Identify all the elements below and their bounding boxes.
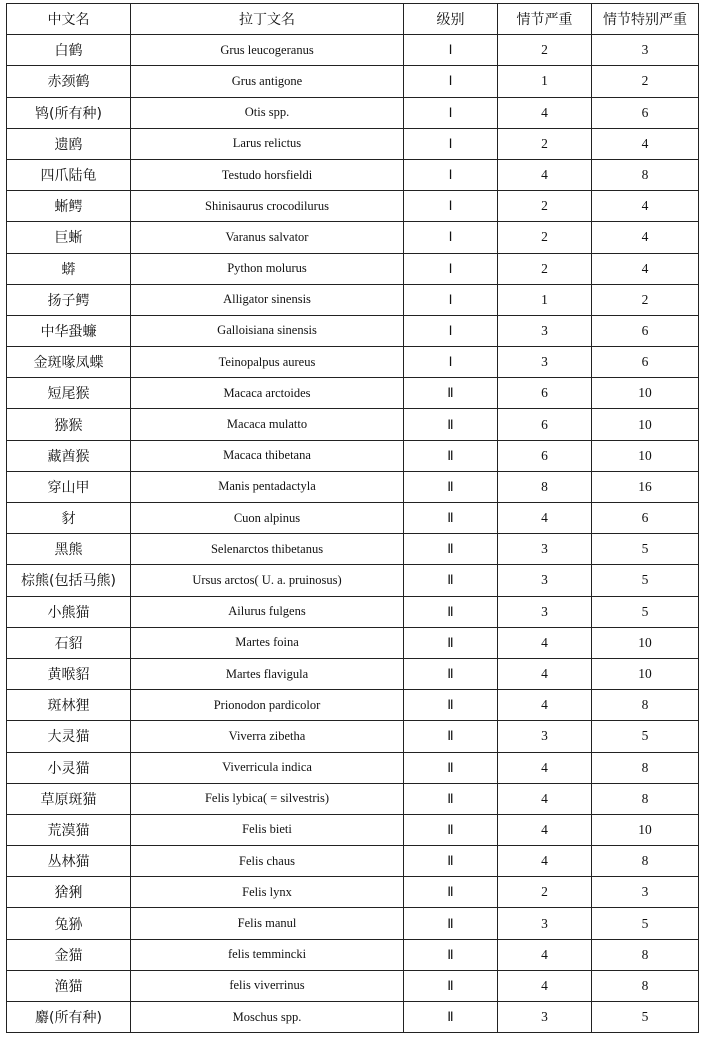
table-row (7, 752, 699, 783)
cell-especially-serious: 8 (592, 752, 699, 783)
cell-latin-name: Felis lybica( = silvestris) (131, 783, 404, 814)
cell-level: Ⅰ (404, 191, 498, 222)
cell-especially-serious: 4 (592, 128, 699, 159)
cell-chinese-name: 猞猁 (7, 877, 131, 908)
cell-chinese-name: 黄喉貂 (7, 658, 131, 689)
table-row (7, 159, 699, 190)
cell-latin-name: Cuon alpinus (131, 503, 404, 534)
cell-serious: 4 (498, 752, 592, 783)
cell-serious: 2 (498, 35, 592, 66)
cell-serious: 3 (498, 315, 592, 346)
cell-chinese-name: 穿山甲 (7, 471, 131, 502)
cell-latin-name: Ailurus fulgens (131, 596, 404, 627)
table-row (7, 690, 699, 721)
cell-chinese-name: 遗鸥 (7, 128, 131, 159)
cell-serious: 2 (498, 222, 592, 253)
cell-especially-serious: 2 (592, 284, 699, 315)
cell-especially-serious: 4 (592, 191, 699, 222)
cell-serious: 3 (498, 908, 592, 939)
table-row (7, 66, 699, 97)
cell-serious: 4 (498, 814, 592, 845)
table-row (7, 596, 699, 627)
header-level: 级别 (404, 4, 498, 35)
cell-level: Ⅰ (404, 284, 498, 315)
cell-chinese-name: 赤颈鹤 (7, 66, 131, 97)
header-row (7, 4, 699, 35)
cell-level: Ⅱ (404, 1002, 498, 1033)
cell-level: Ⅰ (404, 97, 498, 128)
cell-level: Ⅰ (404, 128, 498, 159)
cell-latin-name: Martes flavigula (131, 658, 404, 689)
cell-serious: 4 (498, 846, 592, 877)
cell-especially-serious: 10 (592, 814, 699, 845)
cell-level: Ⅱ (404, 939, 498, 970)
table-row (7, 222, 699, 253)
cell-chinese-name: 中华蛩蠊 (7, 315, 131, 346)
cell-latin-name: Moschus spp. (131, 1002, 404, 1033)
cell-level: Ⅰ (404, 159, 498, 190)
cell-especially-serious: 10 (592, 409, 699, 440)
cell-serious: 4 (498, 97, 592, 128)
cell-serious: 6 (498, 378, 592, 409)
cell-latin-name: Macaca mulatto (131, 409, 404, 440)
cell-serious: 3 (498, 596, 592, 627)
table-row (7, 846, 699, 877)
cell-especially-serious: 8 (592, 939, 699, 970)
cell-serious: 3 (498, 565, 592, 596)
cell-latin-name: Ursus arctos( U. a. pruinosus) (131, 565, 404, 596)
table-row (7, 565, 699, 596)
cell-especially-serious: 6 (592, 503, 699, 534)
cell-level: Ⅰ (404, 253, 498, 284)
table-row (7, 315, 699, 346)
cell-level: Ⅱ (404, 908, 498, 939)
cell-latin-name: Otis spp. (131, 97, 404, 128)
table-row (7, 347, 699, 378)
cell-chinese-name: 棕熊(包括马熊) (7, 565, 131, 596)
cell-latin-name: Macaca arctoides (131, 378, 404, 409)
cell-serious: 3 (498, 347, 592, 378)
cell-level: Ⅱ (404, 658, 498, 689)
cell-especially-serious: 3 (592, 35, 699, 66)
table-row (7, 471, 699, 502)
table-row (7, 191, 699, 222)
cell-latin-name: Viverra zibetha (131, 721, 404, 752)
cell-level: Ⅱ (404, 565, 498, 596)
cell-chinese-name: 兔狲 (7, 908, 131, 939)
cell-latin-name: Martes foina (131, 627, 404, 658)
cell-level: Ⅱ (404, 814, 498, 845)
cell-chinese-name: 黑熊 (7, 534, 131, 565)
cell-latin-name: Alligator sinensis (131, 284, 404, 315)
cell-especially-serious: 8 (592, 159, 699, 190)
cell-chinese-name: 金猫 (7, 939, 131, 970)
cell-chinese-name: 麝(所有种) (7, 1002, 131, 1033)
cell-chinese-name: 鸨(所有种) (7, 97, 131, 128)
table-row (7, 35, 699, 66)
cell-chinese-name: 四爪陆龟 (7, 159, 131, 190)
cell-especially-serious: 8 (592, 970, 699, 1001)
header-especially-serious: 情节特别严重 (592, 4, 699, 35)
cell-level: Ⅱ (404, 846, 498, 877)
cell-level: Ⅰ (404, 315, 498, 346)
cell-especially-serious: 8 (592, 783, 699, 814)
cell-level: Ⅱ (404, 721, 498, 752)
cell-latin-name: Viverricula indica (131, 752, 404, 783)
cell-level: Ⅱ (404, 877, 498, 908)
cell-especially-serious: 10 (592, 658, 699, 689)
table-body (7, 35, 699, 1033)
cell-serious: 3 (498, 721, 592, 752)
cell-level: Ⅰ (404, 222, 498, 253)
cell-chinese-name: 猕猴 (7, 409, 131, 440)
species-table (6, 3, 699, 1033)
cell-especially-serious: 6 (592, 315, 699, 346)
cell-serious: 4 (498, 159, 592, 190)
cell-latin-name: Prionodon pardicolor (131, 690, 404, 721)
cell-latin-name: Selenarctos thibetanus (131, 534, 404, 565)
cell-chinese-name: 渔猫 (7, 970, 131, 1001)
cell-especially-serious: 10 (592, 378, 699, 409)
cell-especially-serious: 8 (592, 690, 699, 721)
table-row (7, 939, 699, 970)
cell-level: Ⅱ (404, 970, 498, 1001)
cell-serious: 3 (498, 1002, 592, 1033)
header-chinese-name: 中文名 (7, 4, 131, 35)
table-row (7, 877, 699, 908)
cell-chinese-name: 大灵猫 (7, 721, 131, 752)
cell-serious: 1 (498, 284, 592, 315)
cell-level: Ⅱ (404, 440, 498, 471)
cell-serious: 4 (498, 503, 592, 534)
cell-serious: 8 (498, 471, 592, 502)
cell-especially-serious: 8 (592, 846, 699, 877)
cell-especially-serious: 5 (592, 721, 699, 752)
cell-especially-serious: 5 (592, 534, 699, 565)
table-row (7, 409, 699, 440)
cell-latin-name: Macaca thibetana (131, 440, 404, 471)
cell-serious: 4 (498, 690, 592, 721)
table-row (7, 658, 699, 689)
cell-especially-serious: 10 (592, 627, 699, 658)
cell-level: Ⅱ (404, 503, 498, 534)
cell-latin-name: Grus leucogeranus (131, 35, 404, 66)
cell-especially-serious: 5 (592, 1002, 699, 1033)
cell-level: Ⅱ (404, 627, 498, 658)
cell-especially-serious: 6 (592, 347, 699, 378)
table-row (7, 814, 699, 845)
cell-latin-name: Grus antigone (131, 66, 404, 97)
cell-level: Ⅰ (404, 66, 498, 97)
cell-chinese-name: 金斑喙凤蝶 (7, 347, 131, 378)
cell-especially-serious: 5 (592, 596, 699, 627)
cell-chinese-name: 豺 (7, 503, 131, 534)
cell-especially-serious: 16 (592, 471, 699, 502)
table-row (7, 503, 699, 534)
cell-latin-name: felis viverrinus (131, 970, 404, 1001)
cell-chinese-name: 丛林猫 (7, 846, 131, 877)
header-latin-name: 拉丁文名 (131, 4, 404, 35)
cell-especially-serious: 5 (592, 908, 699, 939)
cell-chinese-name: 藏酋猴 (7, 440, 131, 471)
table-row (7, 1002, 699, 1033)
cell-especially-serious: 4 (592, 222, 699, 253)
cell-especially-serious: 3 (592, 877, 699, 908)
cell-chinese-name: 草原斑猫 (7, 783, 131, 814)
cell-latin-name: Python molurus (131, 253, 404, 284)
cell-level: Ⅱ (404, 690, 498, 721)
cell-level: Ⅰ (404, 347, 498, 378)
cell-serious: 2 (498, 128, 592, 159)
cell-latin-name: Felis lynx (131, 877, 404, 908)
cell-chinese-name: 小熊猫 (7, 596, 131, 627)
cell-chinese-name: 短尾猴 (7, 378, 131, 409)
cell-especially-serious: 5 (592, 565, 699, 596)
cell-latin-name: Felis chaus (131, 846, 404, 877)
table-row (7, 721, 699, 752)
header-serious: 情节严重 (498, 4, 592, 35)
cell-especially-serious: 10 (592, 440, 699, 471)
cell-chinese-name: 蜥鳄 (7, 191, 131, 222)
cell-serious: 1 (498, 66, 592, 97)
cell-latin-name: Shinisaurus crocodilurus (131, 191, 404, 222)
cell-level: Ⅰ (404, 35, 498, 66)
cell-serious: 4 (498, 658, 592, 689)
cell-serious: 2 (498, 877, 592, 908)
cell-latin-name: felis temmincki (131, 939, 404, 970)
table-row (7, 378, 699, 409)
table-row (7, 128, 699, 159)
cell-chinese-name: 石貂 (7, 627, 131, 658)
table-row (7, 908, 699, 939)
table-row (7, 970, 699, 1001)
cell-latin-name: Felis manul (131, 908, 404, 939)
cell-serious: 4 (498, 939, 592, 970)
cell-latin-name: Larus relictus (131, 128, 404, 159)
cell-level: Ⅱ (404, 596, 498, 627)
cell-serious: 6 (498, 409, 592, 440)
cell-chinese-name: 扬子鳄 (7, 284, 131, 315)
cell-chinese-name: 白鹤 (7, 35, 131, 66)
table-row (7, 627, 699, 658)
cell-latin-name: Felis bieti (131, 814, 404, 845)
cell-serious: 4 (498, 970, 592, 1001)
cell-latin-name: Varanus salvator (131, 222, 404, 253)
cell-level: Ⅱ (404, 783, 498, 814)
cell-latin-name: Manis pentadactyla (131, 471, 404, 502)
cell-level: Ⅱ (404, 534, 498, 565)
cell-chinese-name: 斑林狸 (7, 690, 131, 721)
table-row (7, 284, 699, 315)
table-row (7, 534, 699, 565)
cell-serious: 4 (498, 783, 592, 814)
cell-level: Ⅱ (404, 378, 498, 409)
cell-level: Ⅱ (404, 471, 498, 502)
cell-latin-name: Teinopalpus aureus (131, 347, 404, 378)
table-row (7, 97, 699, 128)
cell-serious: 3 (498, 534, 592, 565)
table-row (7, 440, 699, 471)
cell-especially-serious: 6 (592, 97, 699, 128)
cell-chinese-name: 巨蜥 (7, 222, 131, 253)
table-row (7, 783, 699, 814)
cell-latin-name: Galloisiana sinensis (131, 315, 404, 346)
cell-especially-serious: 2 (592, 66, 699, 97)
cell-chinese-name: 小灵猫 (7, 752, 131, 783)
cell-serious: 2 (498, 253, 592, 284)
cell-level: Ⅱ (404, 409, 498, 440)
cell-especially-serious: 4 (592, 253, 699, 284)
cell-chinese-name: 荒漠猫 (7, 814, 131, 845)
table-row (7, 253, 699, 284)
cell-serious: 2 (498, 191, 592, 222)
cell-serious: 6 (498, 440, 592, 471)
cell-latin-name: Testudo horsfieldi (131, 159, 404, 190)
cell-chinese-name: 蟒 (7, 253, 131, 284)
cell-level: Ⅱ (404, 752, 498, 783)
cell-serious: 4 (498, 627, 592, 658)
